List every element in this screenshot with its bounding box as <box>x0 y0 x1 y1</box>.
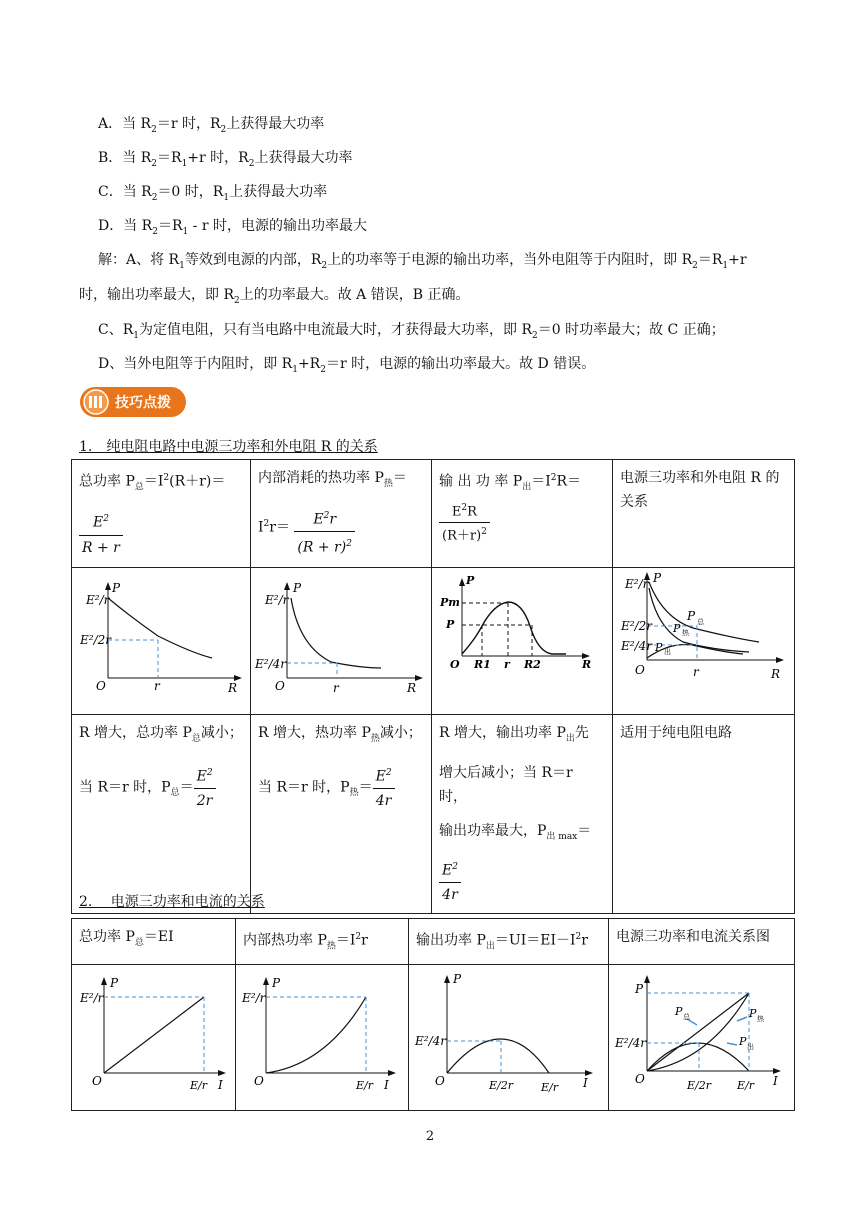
header-three-powers: 电源三功率和外电阻 R 的关系 <box>613 460 795 568</box>
header-output-power: 输 出 功 率 $P_出=I^2R=$ $\frac{E^2R}{(R+r)^2}$ <box>432 460 613 568</box>
svg-text:P: P <box>675 1005 683 1019</box>
graph-total-vs-r <box>72 568 251 715</box>
table-current-relation <box>71 918 795 1111</box>
svg-text:P: P <box>272 976 281 991</box>
svg-text:O: O <box>96 679 106 693</box>
svg-text:E²/4r: E²/4r <box>621 639 652 653</box>
header-total-power: 总功率 $P_总=I^2(R+r)=$ $\frac{E^2}{R + r}$ <box>72 460 251 568</box>
svg-text:热: 热 <box>757 1015 764 1024</box>
svg-text:E²/4r: E²/4r <box>415 1034 446 1049</box>
svg-text:P: P <box>293 581 302 595</box>
svg-text:R1: R1 <box>474 658 491 671</box>
svg-text:r: r <box>333 681 339 695</box>
svg-text:E²/r: E²/r <box>625 577 649 591</box>
svg-text:O: O <box>275 679 285 693</box>
svg-text:P: P <box>112 581 121 595</box>
svg-text:出: 出 <box>747 1043 754 1052</box>
svg-text:P: P <box>466 574 475 587</box>
desc-heat-power: R 增大，热功率 $P_热$减小； 当 R＝r 时，$P_热=$ $\frac{E^2}{4r}$ <box>251 715 432 914</box>
svg-text:I: I <box>384 1078 389 1093</box>
section-2-title: 2. 电源三功率和电流的关系 <box>79 894 265 910</box>
svg-text:P: P <box>635 982 644 997</box>
svg-text:Pm: Pm <box>440 596 460 609</box>
page-number: 2 <box>425 1129 435 1144</box>
svg-text:R2: R2 <box>524 658 541 671</box>
svg-text:E²/r: E²/r <box>80 991 104 1006</box>
svg-text:O: O <box>450 658 460 671</box>
svg-text:R: R <box>407 681 417 695</box>
svg-text:E²/4r: E²/4r <box>615 1036 646 1051</box>
svg-text:P: P <box>453 972 462 987</box>
svg-text:R: R <box>582 658 592 671</box>
graph2-three-powers-vs-i <box>609 965 795 1111</box>
svg-text:E²/r: E²/r <box>242 991 266 1006</box>
book-icon <box>89 396 102 408</box>
svg-text:P: P <box>655 641 663 654</box>
svg-text:I: I <box>773 1074 778 1089</box>
graph-three-powers-vs-r <box>613 568 795 715</box>
header2-three-powers: 电源三功率和电流关系图 <box>609 919 795 965</box>
svg-text:总: 总 <box>697 618 704 626</box>
svg-text:E/2r: E/2r <box>687 1079 711 1093</box>
option-b: B．当 $R_2=R_1+r$ 时，$R_2$上获得最大功率 <box>98 150 353 169</box>
header2-total-power: 总功率 $P_总=EI$ <box>72 919 236 965</box>
svg-text:P: P <box>673 622 681 635</box>
option-a: A．当 $R_2=r$ 时，$R_2$上获得最大功率 <box>98 116 325 135</box>
svg-text:I: I <box>218 1078 223 1093</box>
svg-text:O: O <box>635 1072 645 1087</box>
solution-line-2: 时，输出功率最大，即 $R_2$上的功率最大。故 A 错误，B 正确。 <box>79 287 470 306</box>
svg-text:P: P <box>446 618 455 631</box>
svg-text:E/r: E/r <box>737 1079 754 1093</box>
svg-text:出: 出 <box>664 648 671 656</box>
solution-line-3: C、$R_1$为定值电阻，只有当电路中电流最大时，才获得最大功率，即 $R_2=0$ 时功率最大；故 C 正确； <box>98 322 725 341</box>
solution-line-4: D、当外电阻等于内阻时，即 $R_1+R_2=r$ 时，电源的输出功率最大。故 D 错误。 <box>98 356 596 375</box>
svg-text:E/2r: E/2r <box>489 1079 513 1093</box>
svg-text:E/r: E/r <box>356 1079 373 1093</box>
svg-text:I: I <box>583 1076 588 1091</box>
section-1-title: 1. 纯电阻电路中电源三功率和外电阻 R 的关系 <box>79 439 378 455</box>
svg-text:P: P <box>653 571 662 585</box>
graph-output-vs-r <box>432 568 613 715</box>
svg-text:E²/2r: E²/2r <box>80 633 111 647</box>
svg-text:E/r: E/r <box>190 1079 207 1093</box>
table-resistance-relation <box>71 459 795 914</box>
solution-line-1: 解：A、将 $R_1$等效到电源的内部，$R_2$上的功率等于电源的输出功率，当外电阻等于内阻时，即 $R_2=R_1+r$ <box>98 252 747 271</box>
header2-output-power: 输出功率 $P_出=UI=EI-I^2r$ <box>409 919 609 965</box>
desc-pure-resistance: 适用于纯电阻电路 <box>613 715 795 914</box>
svg-text:O: O <box>254 1074 264 1089</box>
badge-label: 技巧点拨 <box>115 395 171 411</box>
option-c: C．当 $R_2=0$ 时，$R_1$上获得最大功率 <box>98 184 328 203</box>
svg-text:总: 总 <box>683 1013 690 1022</box>
svg-text:P: P <box>739 1035 747 1049</box>
svg-text:r: r <box>504 658 510 671</box>
svg-text:E²/2r: E²/2r <box>621 619 652 633</box>
graph2-output-vs-i <box>409 965 609 1111</box>
svg-text:R: R <box>228 681 238 695</box>
svg-text:O: O <box>92 1074 102 1089</box>
desc-total-power: R 增大，总功率 $P_总$减小； 当 R＝r 时，$P_总=$ $\frac{E^2}{2r}$ <box>72 715 251 914</box>
graph2-heat-vs-i <box>236 965 409 1111</box>
svg-text:r: r <box>154 679 160 693</box>
header-heat-power: 内部消耗的热功率 $P_热=$ $I^2r=$ $\frac{E^2r}{(R + r)^2}$ <box>251 460 432 568</box>
svg-text:P: P <box>749 1007 757 1021</box>
svg-text:E²/r: E²/r <box>265 593 289 607</box>
svg-text:E²/4r: E²/4r <box>255 657 286 671</box>
header2-heat-power: 内部热功率 $P_热=I^2r$ <box>236 919 409 965</box>
svg-text:E²/r: E²/r <box>86 593 110 607</box>
svg-text:E/r: E/r <box>541 1081 558 1095</box>
option-d: D．当 $R_2=R_1 - r$ 时，电源的输出功率最大 <box>98 218 368 237</box>
svg-text:R: R <box>771 667 781 681</box>
graph2-total-vs-i <box>72 965 236 1111</box>
svg-text:热: 热 <box>682 629 689 637</box>
desc-output-power: R 增大，输出功率 $P_出$先 增大后减小；当 R＝r 时， 输出功率最大，$P_{出 max}=$ $\frac{E^2}{4r}$ <box>432 715 613 914</box>
graph-heat-vs-r <box>251 568 432 715</box>
tips-badge <box>79 386 187 418</box>
svg-text:P: P <box>110 976 119 991</box>
svg-text:r: r <box>693 665 699 679</box>
svg-text:O: O <box>635 663 645 677</box>
svg-text:P: P <box>687 609 696 623</box>
svg-text:O: O <box>435 1074 445 1089</box>
